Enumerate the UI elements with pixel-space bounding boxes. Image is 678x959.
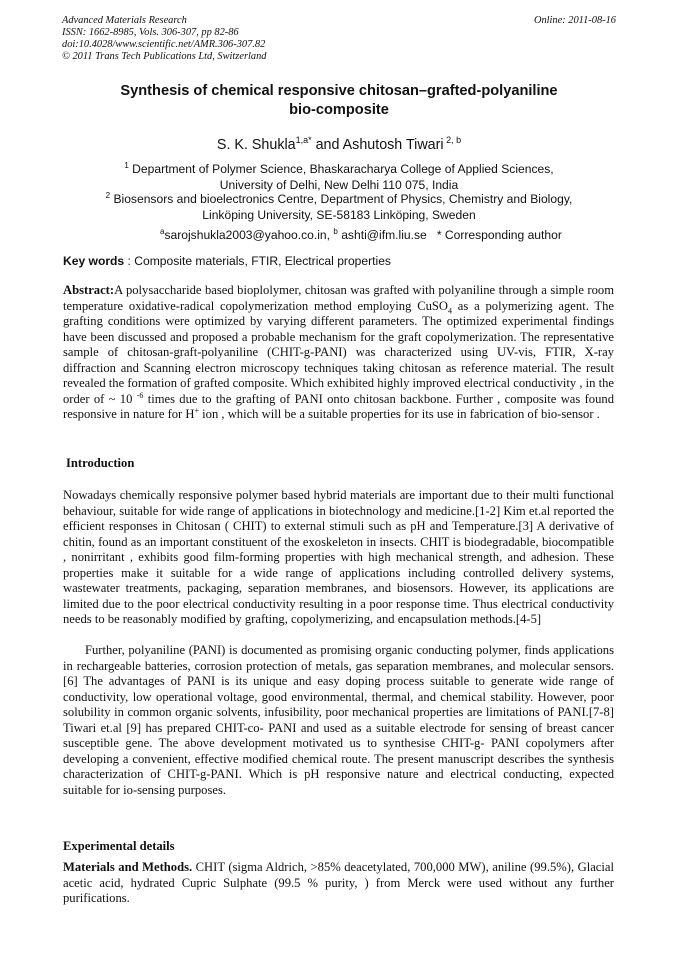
- abstract-text-3: times due to the grafting of PANI onto chitosan backbone. Further , composite was found responsive in nature for H: [63, 391, 614, 421]
- keywords-label: Key words: [63, 254, 125, 268]
- abstract-exponent: -6: [136, 390, 144, 400]
- affiliation-1-line-2: University of Delhi, New Delhi 110 075, India: [219, 177, 459, 192]
- abstract-text-4: ion , which will be a suitable properties for its use in fabrication of bio-sensor .: [199, 407, 600, 421]
- abstract-superscript-plus: +: [194, 405, 200, 415]
- corresponding-note: * Corresponding author: [426, 228, 562, 243]
- abstract-subscript: 4: [448, 306, 452, 316]
- experimental-heading: Experimental details: [63, 839, 175, 853]
- affiliation-2-mark: 2: [105, 191, 111, 200]
- paper-title: [100, 82, 578, 120]
- affiliation-2-line-1: Biosensors and bioelectronics Centre, Department of Physics, Chemistry and Biology,: [110, 192, 573, 207]
- affiliation-1-line-1: Department of Polymer Science, Bhaskaracharya College of Applied Sciences,: [128, 162, 554, 177]
- author-2: Ashutosh Tiwari: [342, 136, 444, 153]
- author-1: S. K. Shukla: [216, 136, 296, 153]
- author-line: [0, 131, 678, 154]
- journal-name: Advanced Materials Research: [62, 15, 187, 26]
- affiliation-1-mark: 1: [124, 161, 129, 170]
- contact-emails: [160, 224, 562, 243]
- doi-line: doi:10.4028/www.scientific.net/AMR.306-307.82: [62, 39, 266, 50]
- email-b-mark: b: [333, 227, 338, 236]
- online-date: Online: 2011-08-16: [533, 15, 616, 26]
- author-conjunction: and: [311, 136, 343, 153]
- email-b: ashti@ifm.liu.se: [337, 228, 427, 243]
- introduction-paragraph-2: Further, polyaniline (PANI) is documented as promising organic conducting polymer, finds applications in rechargeable batteries, corrosion protection of metals, gas separation membranes, and molecular sensors.[6] The advantages of PANI is its unique and easy doping process suitable to generate wide range of conductivity, low operational voltage, good environmental, thermal, and chemical stability. However, poor solubility in common organic solvents, infusibility, poor mechanical properties are limitations of PANI.[7-8] Tiwari et.al [9] has prepared CHIT-co- PANI and used as a suitable electrode for sensing of breast cancer susceptible gene. The above development motivated us to synthesise CHIT-g- PANI copolymers after developing a convenient, effective modified chemical route. The present manuscript describes the synthesis characterization of CHIT-g-PANI. Which is pH responsive nature and electrical conducting, expected suitable for io-sensing purposes.: [63, 643, 614, 797]
- author-2-marks: 2, b: [443, 135, 462, 145]
- email-a-mark: a: [160, 227, 165, 236]
- affiliation-2: [0, 188, 678, 223]
- affiliation-2-line-2: Linköping University, SE-58183 Linköping, Sweden: [202, 207, 476, 222]
- title-line-1: Synthesis of chemical responsive chitosan–grafted-polyaniline: [120, 83, 558, 99]
- keywords: [63, 254, 391, 269]
- abstract-label: Abstract:: [63, 283, 115, 297]
- abstract: [63, 283, 614, 423]
- email-a: sarojshukla2003@yahoo.co.in,: [164, 228, 334, 243]
- keywords-text: : Composite materials, FTIR, Electrical properties: [124, 254, 391, 268]
- abstract-text-2: as a polymerizing agent. The grafting conditions were optimized by varying different parameters. The optimized experimental findings have been discussed and proposed a probable mechanism for the graft copolymerization. The representative sample of chitosan-graft-polyaniline (CHIT-g-PANI) was characterized using UV-vis, FTIR, X-ray diffraction and Scanning electron microscopy techniques taking chitosan as reference material. The result revealed the formation of grafted composite. Which exhibited highly improved electrical conductivity , in the order of ~ 10: [63, 298, 614, 406]
- materials-methods-text: CHIT (sigma Aldrich, >85% deacetylated, 700,000 MW), aniline (99.5%), Glacial acetic acid, hydrated Cupric Sulphate (99.5 % purity, ) from Merck were used without any further purifications.: [63, 860, 614, 905]
- author-1-marks: 1,a*: [295, 135, 312, 145]
- issn-line: ISSN: 1662-8985, Vols. 306-307, pp 82-86: [62, 27, 239, 38]
- title-line-2: bio-composite: [289, 102, 389, 118]
- journal-header: [62, 15, 266, 63]
- abstract-text-1: A polysaccharide based bioplolymer, chitosan was grafted with polyaniline through a simple room temperature oxidative-radical copolymerization method employing CuSO: [63, 283, 614, 313]
- copyright-line: © 2011 Trans Tech Publications Ltd, Switzerland: [62, 51, 267, 62]
- materials-methods-paragraph: [63, 860, 614, 907]
- introduction-paragraph-1: Nowadays chemically responsive polymer based hybrid materials are important due to their multi functional behaviour, suitable for wide range of applications in biotechnology and medicine.[1-2] Kim et.al reported the efficient responses in Chitosan ( CHIT) to external stimuli such as pH and Temperature.[3] A derivative of chitin, found as an important constituent of the exoskeleton in insects. CHIT is biodegradable, biocompatible , nonirritant , exhibits good film-forming properties with high mechanical strength, and adhesion. These properties make it suitable for a wide range of applications including controlled delivery systems, wastewater treatments, packaging, separation membranes, and biosensors. However, its applications are limited due to the poor electrical conductivity resulting in a poor response time. Thus electrical conductivity needs to be reasonably modified by grafting, copolymerizing, and encapsulation methods.[4-5]: [63, 488, 614, 626]
- introduction-heading: Introduction: [66, 456, 135, 470]
- materials-methods-label: Materials and Methods.: [63, 860, 193, 874]
